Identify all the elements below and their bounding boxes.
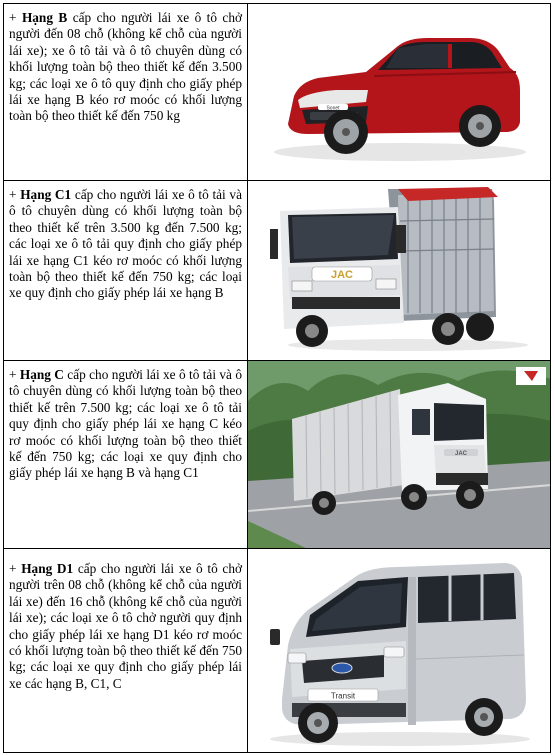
- image-cell: [248, 4, 551, 181]
- license-description: + Hạng D1 cấp cho người lái xe ô tô chở người trên 08 chỗ (không kể chỗ của người lái xe) đến 16 chỗ (không kể chỗ của người lái xe); các loại xe ô tô chở người quy định cho giấy phép lái xe hạng D1 kéo rơ moóc có khối lượng toàn bộ theo thiết kế đến 750 kg; các loại xe quy định cho giấy phép lái xe các hạng B, C1, C: [9, 561, 243, 691]
- suv-image: [248, 4, 551, 181]
- table-row: [4, 361, 551, 549]
- van-image: [248, 549, 551, 753]
- text-cell: [4, 361, 248, 549]
- image-cell: [248, 181, 551, 361]
- license-description: + Hạng C cấp cho người lái xe ô tô tải và ô tô chuyên dùng có khối lượng toàn bộ theo thiết kế trên 7.500 kg; các loại xe ô tô tải quy định cho giấy phép lái xe hạng C kéo rơ moóc có khối lượng toàn bộ theo thiết kế đến 750 kg; các loại xe quy định cho giấy phép lái xe hạng B và hạng C1: [9, 367, 242, 481]
- text-cell: [4, 549, 248, 753]
- table-row: [4, 549, 551, 753]
- heavy-truck-image: [248, 361, 551, 549]
- license-class-table: [3, 3, 551, 753]
- license-description: + Hạng C1 cấp cho người lái xe ô tô tải và ô tô chuyên dùng có khối lượng toàn bộ theo thiết kế trên 3.500 kg đến 7.500 kg; các loại xe ô tô tải quy định cho giấy phép lái xe hạng C1 kéo rơ moóc có khối lượng toàn bộ theo thiết kế đến 750 kg; các loại xe quy định cho giấy phép lái xe hạng B: [9, 187, 242, 301]
- license-class-label: Hạng C1: [20, 187, 72, 202]
- license-class-label: Hạng D1: [21, 561, 74, 576]
- vehicle-badge: Sonet: [326, 105, 340, 112]
- vehicle-badge: JAC: [330, 269, 354, 281]
- text-cell: [4, 181, 248, 361]
- vehicle-badge: Transit: [330, 691, 356, 701]
- image-cell: [248, 549, 551, 753]
- license-class-label: Hạng C: [19, 367, 64, 382]
- image-cell: [248, 361, 551, 549]
- vehicle-badge: JAC: [454, 451, 468, 457]
- table-row: [4, 181, 551, 361]
- light-truck-image: [248, 181, 551, 361]
- table-row: [4, 4, 551, 181]
- text-cell: [4, 4, 248, 181]
- license-description: + Hạng B cấp cho người lái xe ô tô chở người đến 08 chỗ (không kể chỗ của người lái xe); xe ô tô tải và ô tô chuyên dùng có khối lượng toàn bộ theo thiết kế đến 3.500 kg; các loại xe ô tô quy định cho giấy phép lái xe hạng B kéo rơ moóc có khối lượng toàn bộ theo thiết kế đến 750 kg: [9, 10, 243, 124]
- license-class-label: Hạng B: [21, 10, 68, 25]
